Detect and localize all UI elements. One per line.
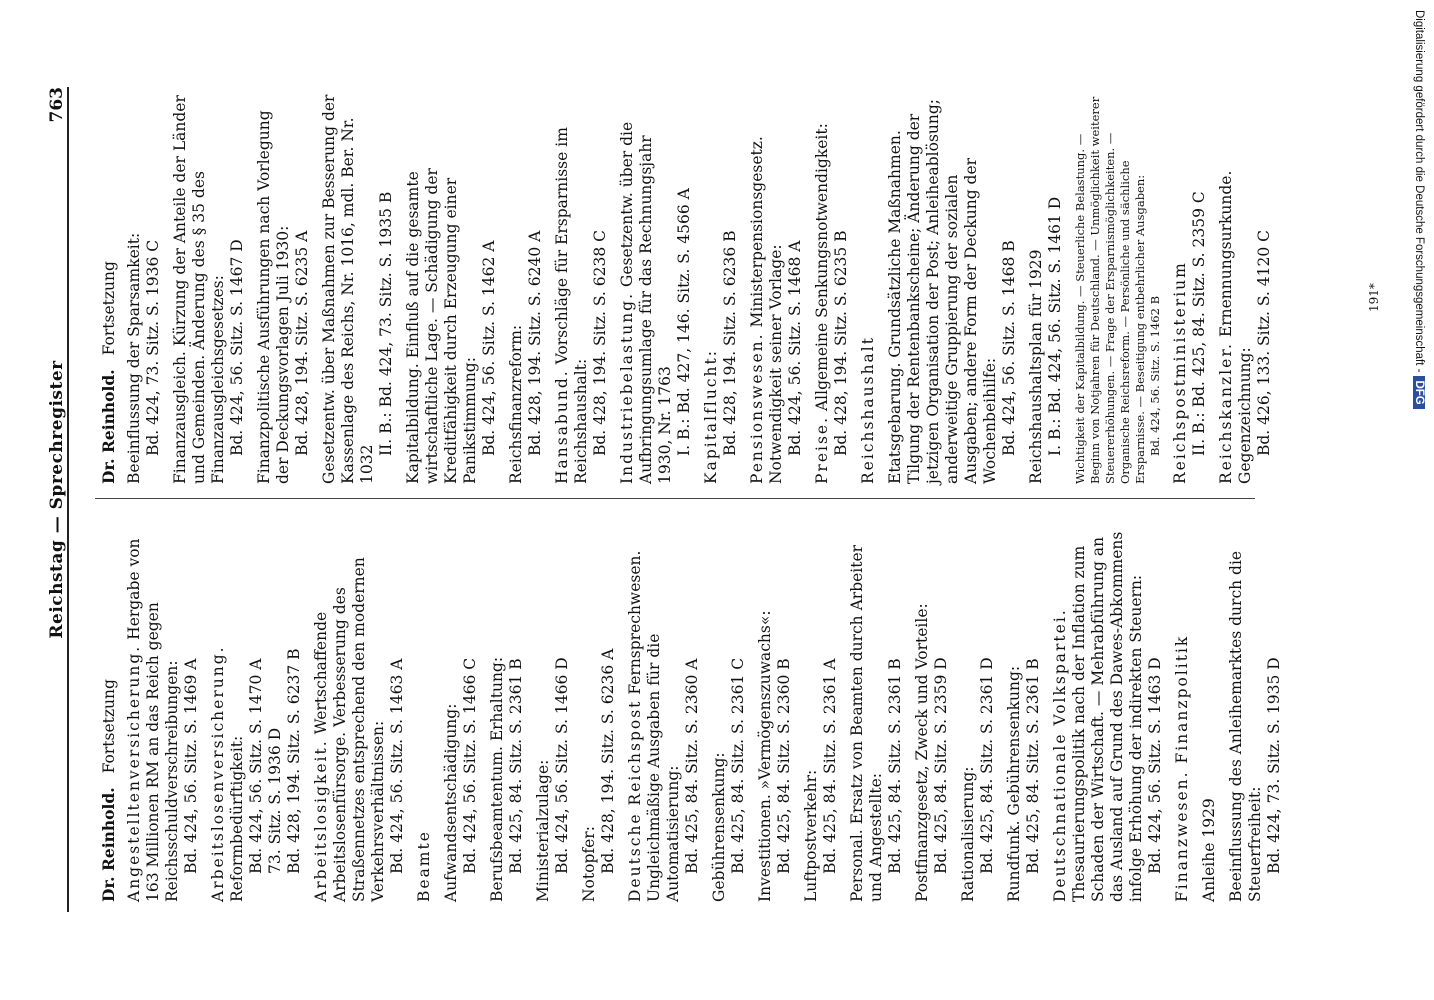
entry-text xyxy=(813,94,832,484)
entry-description: Ministerpensionsgesetz. Notwendigkeit seiner Vorlage: xyxy=(748,136,785,484)
register-entry xyxy=(1171,94,1209,484)
entry-reference: II. B.: Bd. 425, 84. Sitz. S. 2359 C xyxy=(1190,191,1208,456)
entry-description: Vorschläge für Ersparnisse im Reichshaushalt: xyxy=(553,127,590,484)
entry-reference: Bd. 428, 194. Sitz. S. 6238 C xyxy=(591,229,609,456)
left-column xyxy=(99,512,1292,902)
register-entry xyxy=(1200,512,1219,902)
register-entry xyxy=(171,94,247,484)
register-entry xyxy=(848,512,905,902)
register-entry xyxy=(320,94,396,484)
entry-description: Postfinanzgesetz, Zweck und Vorteile: xyxy=(913,603,931,902)
register-entry xyxy=(255,94,312,484)
entry-text xyxy=(553,94,591,484)
entry-text xyxy=(171,94,228,484)
register-entry xyxy=(748,94,805,484)
entry-text xyxy=(534,512,553,902)
entry-reference: Bd. 425, 84. Sitz. S. 2361 B xyxy=(507,658,525,874)
entry-text xyxy=(1227,512,1265,902)
entry-keyword: Kapitalflucht: xyxy=(702,349,720,484)
entry-description: Notopfer: xyxy=(580,826,598,902)
entry-reference: Bd. 425, 84. Sitz. S. 2360 A xyxy=(683,658,701,874)
entry-reference: Bd. 424, 56. Sitz. S. 1466 C xyxy=(461,657,479,874)
entry-reference: Bd. 425, 84. Sitz. S. 2361 C xyxy=(729,657,747,874)
continuation-label: Fortsetzung xyxy=(100,261,118,356)
register-entry xyxy=(125,512,201,902)
entry-text xyxy=(886,94,1000,484)
entry-reference: Bd. 425, 84. Sitz. S. 2360 B xyxy=(775,658,793,874)
page-number: 763 xyxy=(47,87,67,123)
register-entry xyxy=(553,94,610,484)
register-entry xyxy=(859,94,878,484)
entry-description: Hergabe von 163 Millionen RM an das Reich gegen Reichsschuldverschreibungen: xyxy=(125,538,181,902)
entry-description: Kapitalbildung. Einfluß auf die gesamte wirtschaftliche Lage. — Schädigung der Kreditfähigkeit durch Erzeugung einer Panikstimmung: xyxy=(404,168,479,484)
entry-description: Allgemeine Senkungsnotwendigkeit: xyxy=(813,123,831,412)
entry-keyword: Finanzwesen. Finanzpolitik xyxy=(1173,634,1191,902)
continuation-label: Fortsetzung xyxy=(100,679,118,774)
entry-reference: Bd. 428, 194. Sitz. S. 6237 B xyxy=(285,648,303,874)
entry-description: Wertschaffende Arbeitslosenfürsorge. Verbesserung des Straßennetzes entsprechend den modernen Verkehrsverhältnissen: xyxy=(312,557,387,902)
entry-reference: I. B.: Bd. 427, 146. Sitz. S. 4566 A xyxy=(675,188,693,456)
register-entry xyxy=(626,512,702,902)
entry-description: Gebührensenkung: xyxy=(710,752,728,902)
register-entry xyxy=(404,94,499,484)
entry-reference: Bd. 424, 56. Sitz. S. 1468 A xyxy=(786,240,804,456)
register-entry xyxy=(209,512,304,902)
entry-keyword: Arbeitslosigkeit. xyxy=(312,739,330,902)
register-entry xyxy=(312,512,407,902)
column-divider xyxy=(95,498,1255,499)
entry-text xyxy=(626,512,683,902)
entry-reference: Bd. 425, 84. Sitz. S. 2361 B xyxy=(1024,658,1042,874)
speaker-name: Dr. Reinhold. xyxy=(99,369,118,484)
register-entry xyxy=(913,512,951,902)
entry-text xyxy=(859,94,878,484)
register-entry xyxy=(618,94,694,484)
entry-description: Ernennungsurkunde. Gegenzeichnung: xyxy=(1217,170,1254,484)
entry-description: Reichsfinanzreform: xyxy=(507,324,525,484)
entry-text xyxy=(1051,512,1146,902)
entry-text xyxy=(710,512,729,902)
entry-reference: Bd. 428, 194. Sitz. S. 6235 B xyxy=(832,230,850,456)
entry-reference: Bd. 425, 84. Sitz. S. 2361 B xyxy=(886,658,904,874)
register-entry xyxy=(710,512,748,902)
entry-reference: I. B.: Bd. 424, 56. Sitz. S. 1461 D xyxy=(1046,196,1064,456)
entry-keyword: Reichspostministerium xyxy=(1171,261,1189,484)
entry-description: Reichshaushaltsplan für 1929 xyxy=(1027,249,1045,484)
entry-text xyxy=(756,512,775,902)
entry-description: Finanzpolitische Ausführungen nach Vorlegung der Deckungsvorlagen Juli 1930: xyxy=(255,110,292,484)
dfg-logo: DFG xyxy=(1413,376,1425,408)
entry-description: Investitionen. »Vermögenszuwachs«: xyxy=(756,610,774,902)
entry-text xyxy=(702,94,721,484)
entry-text xyxy=(125,512,182,902)
entry-reference: Bd. 424, 56. Sitz. S. 1468 B xyxy=(1000,240,1018,456)
entry-keyword: Deutschnationale Volkspartei. xyxy=(1051,608,1069,902)
entry-text xyxy=(312,512,388,902)
entry-text xyxy=(404,94,480,484)
entry-reference: Bd. 424, 73. Sitz. S. 1935 D xyxy=(1265,657,1283,874)
entry-reference: II. B.: Bd. 424, 73. Sitz. S. 1935 B xyxy=(377,191,395,456)
entry-keyword: Deutsche Reichspost xyxy=(626,699,644,902)
entry-text xyxy=(442,512,461,902)
register-entry xyxy=(488,512,526,902)
entry-description: Gesetzentw. über die Aufbringungsumlage für das Rechnungsjahr 1930, Nr. 1763 xyxy=(618,121,674,484)
register-entry xyxy=(1027,94,1065,484)
entry-reference: Bd. 428, 194. Sitz. S. 6236 A xyxy=(599,648,617,874)
signature-mark: 191* xyxy=(1367,283,1381,312)
entry-text xyxy=(580,512,599,902)
entry-description: Ministerialzulage: xyxy=(534,759,552,902)
entry-text xyxy=(913,512,932,902)
register-entry xyxy=(756,512,794,902)
header-title: Reichstag — Sprechregister xyxy=(47,360,67,639)
rotated-page xyxy=(47,87,1387,912)
entry-reference: Bd. 424, 56. Sitz. S. 1463 D xyxy=(1146,657,1164,874)
entry-keyword: Preise. xyxy=(813,415,831,484)
entry-text xyxy=(1173,512,1192,902)
register-entry xyxy=(1173,512,1192,902)
register-entry xyxy=(813,94,851,484)
speaker-heading xyxy=(99,512,119,902)
entry-reference: Bd. 424, 56. Sitz. S. 1469 A xyxy=(182,658,200,874)
entry-keyword: Angestelltenversicherung. xyxy=(125,644,143,902)
entry-text xyxy=(959,512,978,902)
register-entry xyxy=(802,512,840,902)
register-entry xyxy=(1073,94,1163,484)
entry-text xyxy=(1217,94,1255,484)
entry-reference: Bd. 428, 194. Sitz. S. 6236 B xyxy=(721,230,739,456)
entry-text xyxy=(848,512,886,902)
entry-description: Personal. Ersatz von Beamten durch Arbeiter und Angestellte: xyxy=(848,544,885,902)
entry-reference: Bd. 424, 56. Sitz. S. 1470 A xyxy=(247,658,265,874)
register-entry xyxy=(507,94,545,484)
entry-reference: Bd. 425, 84. Sitz. S. 2359 D xyxy=(932,657,950,874)
header-rule xyxy=(67,87,69,912)
entry-description: Aufwandsentschädigung: xyxy=(442,703,460,902)
entry-keyword: Reichskanzler. xyxy=(1217,342,1235,484)
entry-reference: Bd. 428, 194. Sitz. S. 6240 A xyxy=(526,230,544,456)
entry-reference: Bd. 428, 194. Sitz. S. 6235 A xyxy=(293,230,311,456)
entry-reference: Bd. 424, 56. Sitz. S. 1462 B xyxy=(1148,295,1162,456)
entry-reference: Bd. 424, 56. Sitz. S. 1466 D xyxy=(553,657,571,874)
entry-description: Fernsprechwesen. Ungleichmäßige Ausgaben für die Automatisierung: xyxy=(626,550,682,902)
entry-text xyxy=(209,512,247,902)
register-entry xyxy=(959,512,997,902)
entry-text xyxy=(1005,512,1024,902)
entry-keyword: Industriebelastung. xyxy=(618,291,636,484)
entry-text xyxy=(1200,512,1219,902)
speaker-name: Dr. Reinhold. xyxy=(99,787,118,902)
entry-text xyxy=(1027,94,1046,484)
speaker-heading xyxy=(99,94,119,484)
entry-reference: Bd. 424, 73. Sitz. S. 1936 C xyxy=(144,239,162,456)
entry-description: Berufsbeamtentum. Erhaltung: xyxy=(488,656,506,902)
entry-description: Thesaurierungspolitik nach der Inflation zum Schaden der Wirtschaft. — Mehrabführung an das Ausland auf Grund des Dawes-Abkommens infolge Erhöhung der indirekten Steuern: xyxy=(1070,531,1145,902)
register-entry xyxy=(1005,512,1043,902)
register-entry xyxy=(125,94,163,484)
page-header xyxy=(47,87,81,912)
entry-reference: Bd. 425, 84. Sitz. S. 2361 D xyxy=(978,657,996,874)
entry-keyword: Pensionswesen. xyxy=(748,332,766,484)
entry-text xyxy=(618,94,675,484)
entry-description: Wichtigkeit der Kapitalbildung. — Steuerliche Belastung. — Beginn von Notjahren für Deutschland. — Unmöglichkeit weiterer Steuererhöhungen. — Frage der Ersparnismöglichkeiten. — Organische Reichsreform. — Persönliche und sächliche Ersparnisse. — Beseitigung entbehrlicher Ausgaben: xyxy=(1073,96,1147,484)
register-entry xyxy=(442,512,480,902)
entry-reference: Bd. 424, 56. Sitz. S. 1467 D xyxy=(228,239,246,456)
right-column xyxy=(99,94,1282,484)
entry-description: Etatsgebarung. Grundsätzliche Maßnahmen. Tilgung der Rentenbankscheine; Änderung der jetzigen Organisation der Post; Anleiheablösung; anderweitige Gruppierung der sozialen Ausgaben; andere Form der Deckung der Wochenbeihilfe: xyxy=(886,98,999,484)
entry-text xyxy=(255,94,293,484)
entry-text xyxy=(802,512,821,902)
register-entry xyxy=(415,512,434,902)
entry-description: Gesetzentw. über Maßnahmen zur Besserung der Kassenlage des Reichs, Nr. 1016, mdl. Ber. Nr. 1032 xyxy=(320,94,376,484)
entry-keyword: Beamte xyxy=(415,830,433,902)
entry-description: Finanzausgleich. Kürzung der Anteile der Länder und Gemeinden. Änderung des § 35 des Finanzausgleichsgesetzes: xyxy=(171,95,227,484)
register-entry xyxy=(1217,94,1274,484)
entry-text xyxy=(320,94,377,484)
entry-text xyxy=(1073,94,1148,484)
entry-description: Anleihe 1929 xyxy=(1200,798,1218,902)
entry-text xyxy=(125,94,144,484)
entry-description: Luftpostverkehr: xyxy=(802,769,820,902)
credit-text: Digitalisierung gefördert durch die Deutsche Forschungsgemeinschaft - xyxy=(1413,10,1425,373)
entry-text xyxy=(507,94,526,484)
entry-description: Rationalisierung: xyxy=(959,766,977,902)
register-entry xyxy=(702,94,740,484)
register-entry xyxy=(1051,512,1165,902)
entry-description: Reformbedürftigkeit: xyxy=(228,735,246,902)
entry-text xyxy=(415,512,434,902)
entry-reference: Bd. 426, 133. Sitz. S. 4120 C xyxy=(1255,229,1273,456)
entry-keyword: Reichshaushalt xyxy=(859,336,877,484)
register-entry xyxy=(580,512,618,902)
register-entry xyxy=(886,94,1019,484)
entry-reference: 73. Sitz. S. 1936 D xyxy=(266,727,284,874)
entry-reference: Bd. 424, 56. Sitz. S. 1462 A xyxy=(480,240,498,456)
entry-reference: Bd. 425, 84. Sitz. S. 2361 A xyxy=(821,658,839,874)
entry-description: Beeinflussung des Anleihemarktes durch die Steuerfreiheit: xyxy=(1227,550,1264,902)
entry-keyword: Hansabund. xyxy=(553,369,571,484)
digitization-credit xyxy=(1409,10,1425,990)
entry-description: Beeinflussung der Sparsamkeit: xyxy=(125,232,143,484)
register-entry xyxy=(534,512,572,902)
entry-reference: Bd. 424, 56. Sitz. S. 1463 A xyxy=(388,658,406,874)
register-entry xyxy=(1227,512,1284,902)
entry-text xyxy=(1171,94,1190,484)
entry-keyword: Arbeitslosenversicherung. xyxy=(209,645,227,902)
entry-text xyxy=(488,512,507,902)
entry-description: Rundfunk. Gebührensenkung: xyxy=(1005,665,1023,902)
entry-text xyxy=(748,94,786,484)
